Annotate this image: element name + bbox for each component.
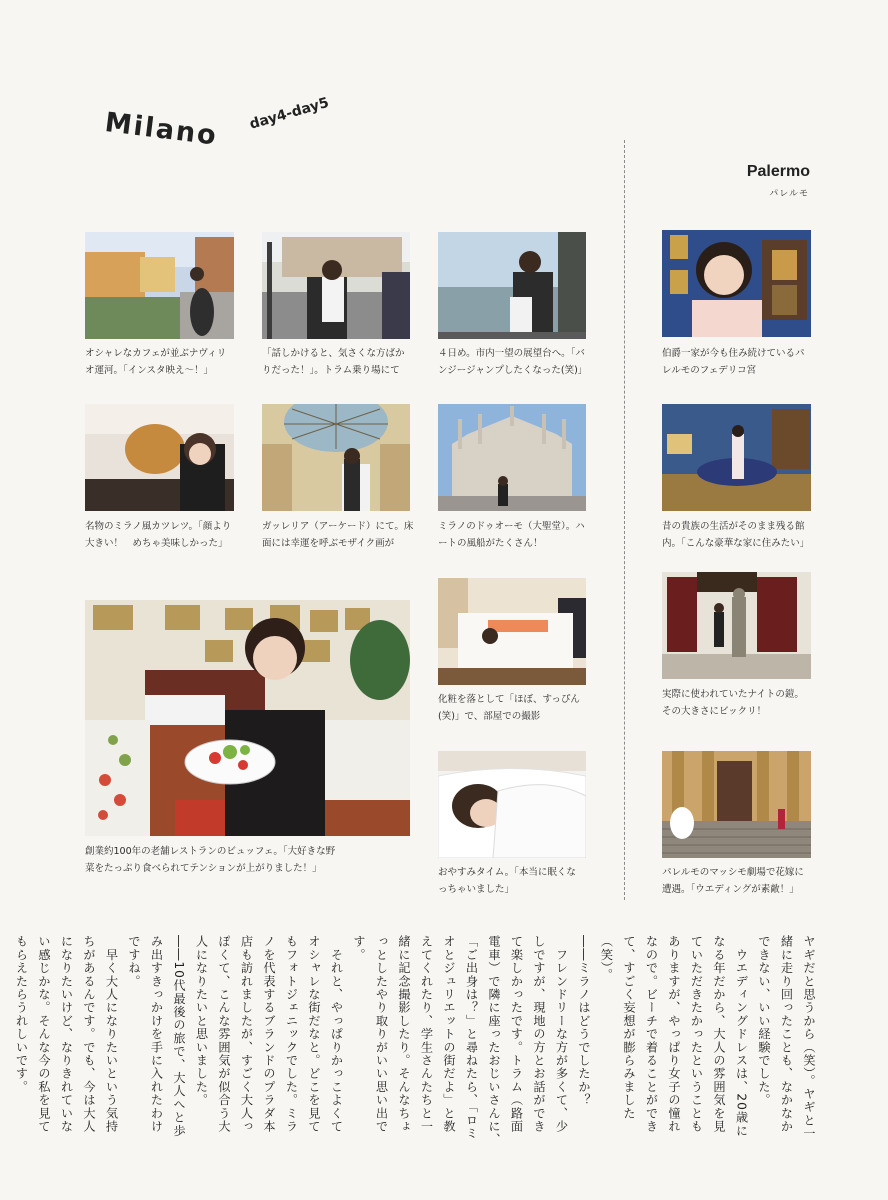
tram-stop-photo <box>262 232 410 339</box>
hotel-bed-caption: 化粧を落として「ほぼ、すっぴん (笑)」で、部屋での撮影 <box>438 694 580 722</box>
armor-photo <box>662 572 811 679</box>
article-line: もフォトジェニックでした。ミラ <box>284 935 299 1133</box>
article-body <box>14 935 820 1175</box>
duomo-caption: ミラノのドゥオーモ（大聖堂）。ハ ートの風船がたくさん！ <box>438 521 585 549</box>
article-line: 早く大人になりたいという気持 <box>104 935 119 1133</box>
dashed-divider <box>624 140 625 900</box>
article-line: ですね。 <box>127 935 141 988</box>
article-line: なる年だから、大人の雰囲気を見 <box>712 935 726 1133</box>
massimo-theatre-photo <box>662 751 811 858</box>
page-title: Milano <box>103 107 220 152</box>
galleria-photo <box>262 404 410 511</box>
page-subtitle: day4-day5 <box>247 94 331 133</box>
article-line: フレンドリーな方が多くて、少 <box>554 935 569 1133</box>
article-line: ぽくて、こんな雰囲気が似合う大 <box>217 935 231 1133</box>
palermo-subtitle: パレルモ <box>769 189 809 199</box>
article-line: 人になりたいと思いました。 <box>194 935 209 1107</box>
article-line: い感じかな。そんな今の私を見て <box>37 935 51 1133</box>
title-block <box>105 95 365 175</box>
article-line: 「ご出身は？」と尋ねたら、「ロミ <box>464 935 479 1141</box>
article-line: ――10代最後の旅で、大人へと歩 <box>172 935 186 1138</box>
naviglio-canal-photo <box>85 232 234 339</box>
palazzo-photo <box>662 230 811 337</box>
article-line: ちがあるんです。でも、今は大人 <box>82 935 96 1133</box>
article-line: できない、いい経験でした。 <box>757 935 771 1107</box>
armor-caption: 実際に使われていたナイトの鎧。 その大きさにビックリ！ <box>662 689 804 717</box>
cutlet-photo <box>85 404 234 511</box>
naviglio-canal-caption: オシャレなカフェが並ぶナヴィリ オ運河。「インスタ映え～！」 <box>85 348 227 376</box>
observation-deck-caption: ４日め。市内一望の展望台へ。「バ ンジージャンプしたくなった(笑)」 <box>438 348 588 376</box>
article-line: ウエディングドレスは、20歳に <box>734 935 749 1138</box>
article-line: それと、やっぱりかっこよくて <box>329 935 344 1133</box>
article-line: す。 <box>352 935 366 962</box>
tram-stop-caption: 「話しかけると、気さくな方ばか りだった！」。トラム乗り場にて <box>262 348 405 376</box>
article-line: 緒に走り回ったことも、なかなか <box>779 935 794 1133</box>
manor-room-caption: 昔の貴族の生活がそのまま残る館 内。「こんな豪華な家に住みたい」 <box>662 521 810 549</box>
duomo-photo <box>438 404 586 511</box>
article-line: もらえたらうれしいです。 <box>14 935 29 1094</box>
hotel-bed-photo <box>438 578 586 685</box>
massimo-theatre-caption: パレルモのマッシモ劇場で花嫁に 遭遇。「ウエディングが素敵！」 <box>662 867 804 895</box>
article-line: て、すごく妄想が膨らみました <box>622 935 636 1120</box>
article-line: ヤギだと思うから（笑）。ヤギと一 <box>802 935 816 1141</box>
article-line: ――ミラノはどうでしたか？ <box>577 935 591 1107</box>
sleeping-caption: おやすみタイム。「本当に眠くな っちゃいました」 <box>438 867 576 895</box>
article-line: しですが、現地の方とお話ができ <box>532 935 546 1133</box>
article-line: 電車）で隣に座ったおじいさんに、 <box>487 935 501 1147</box>
cutlet-caption: 名物のミラノ風カツレツ。「顔より 大きい！ めちゃ美味しかった」 <box>85 521 232 549</box>
manor-room-photo <box>662 404 811 511</box>
article-line: えてくれたり、学生さんたちと一 <box>419 935 434 1133</box>
article-line: て楽しかったです。トラム（路面 <box>509 935 524 1133</box>
article-line: 緒に記念撮影したり。そんなちょ <box>397 935 411 1133</box>
article-line: になりたいけど、なりきれていな <box>59 935 74 1133</box>
article-line: っとしたやり取りがいい思い出で <box>374 935 389 1133</box>
article-line: 店も訪れましたが、すごく大人っ <box>239 935 254 1133</box>
article-line: （笑）。 <box>599 935 614 982</box>
buffet-photo <box>85 600 410 836</box>
article-line: ノを代表するブランドのプラダ本 <box>262 935 276 1133</box>
article-line: ていただきたかったということも <box>689 935 704 1133</box>
article-line: み出すきっかけを手に入れたわけ <box>149 935 164 1133</box>
palermo-title: Palermo <box>746 163 810 180</box>
article-line: オとジュリエットの街だよ」と教 <box>442 935 456 1133</box>
galleria-caption: ガッレリア（アーケード）にて。床 面には幸運を呼ぶモザイク画が <box>262 521 414 549</box>
article-line: オシャレな街だなと。どこを見て <box>307 935 321 1133</box>
buffet-caption: 創業約100年の老舗レストランのビュッフェ。「大好きな野 菜をたっぷり食べられてテンションが上がりました！」 <box>85 846 336 874</box>
article-line: ありますが、やっぱり女子の憧れ <box>667 935 681 1133</box>
palazzo-caption: 伯爵一家が今も住み続けているパ レルモのフェデリコ宮 <box>662 348 805 376</box>
sleeping-photo <box>438 751 586 858</box>
observation-deck-photo <box>438 232 586 339</box>
article-line: なので。ビーチで着ることができ <box>644 935 659 1133</box>
